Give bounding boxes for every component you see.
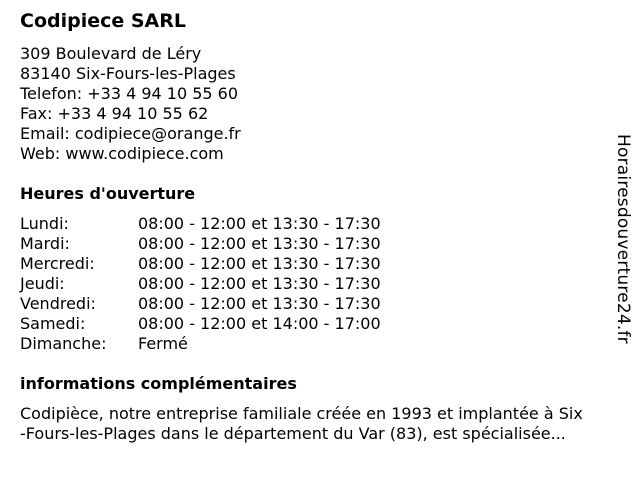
hours-day: Jeudi: xyxy=(20,274,65,293)
opening-hours-heading: Heures d'ouverture xyxy=(20,184,196,203)
hours-time: 08:00 - 12:00 et 13:30 - 17:30 xyxy=(138,294,381,313)
additional-info-heading: informations complémentaires xyxy=(20,374,297,393)
description-line-1: Codipièce, notre entreprise familiale créée en 1993 et implantée à Six xyxy=(20,404,583,423)
hours-time: 08:00 - 12:00 et 13:30 - 17:30 xyxy=(138,254,381,273)
address-street: 309 Boulevard de Léry xyxy=(20,44,202,63)
description-line-2: -Fours-les-Plages dans le département du Var (83), est spécialisée... xyxy=(20,424,566,443)
hours-time: 08:00 - 12:00 et 14:00 - 17:00 xyxy=(138,314,381,333)
hours-time: 08:00 - 12:00 et 13:30 - 17:30 xyxy=(138,274,381,293)
phone-number: Telefon: +33 4 94 10 55 60 xyxy=(20,84,239,103)
company-name: Codipiece SARL xyxy=(20,10,186,32)
hours-time: Fermé xyxy=(138,334,188,353)
hours-day: Dimanche: xyxy=(20,334,107,353)
hours-day: Mardi: xyxy=(20,234,70,253)
hours-day: Samedi: xyxy=(20,314,86,333)
website-address: Web: www.codipiece.com xyxy=(20,144,224,163)
hours-time: 08:00 - 12:00 et 13:30 - 17:30 xyxy=(138,214,381,233)
contact-block xyxy=(20,44,241,164)
hours-day: Vendredi: xyxy=(20,294,96,313)
fax-number: Fax: +33 4 94 10 55 62 xyxy=(20,104,209,123)
hours-day: Lundi: xyxy=(20,214,69,233)
email-address: Email: codipiece@orange.fr xyxy=(20,124,241,143)
site-watermark: Horairesdouverture24.fr xyxy=(613,134,633,344)
address-city: 83140 Six-Fours-les-Plages xyxy=(20,64,236,83)
hours-day: Mercredi: xyxy=(20,254,95,273)
business-description xyxy=(20,404,620,444)
hours-time: 08:00 - 12:00 et 13:30 - 17:30 xyxy=(138,234,381,253)
